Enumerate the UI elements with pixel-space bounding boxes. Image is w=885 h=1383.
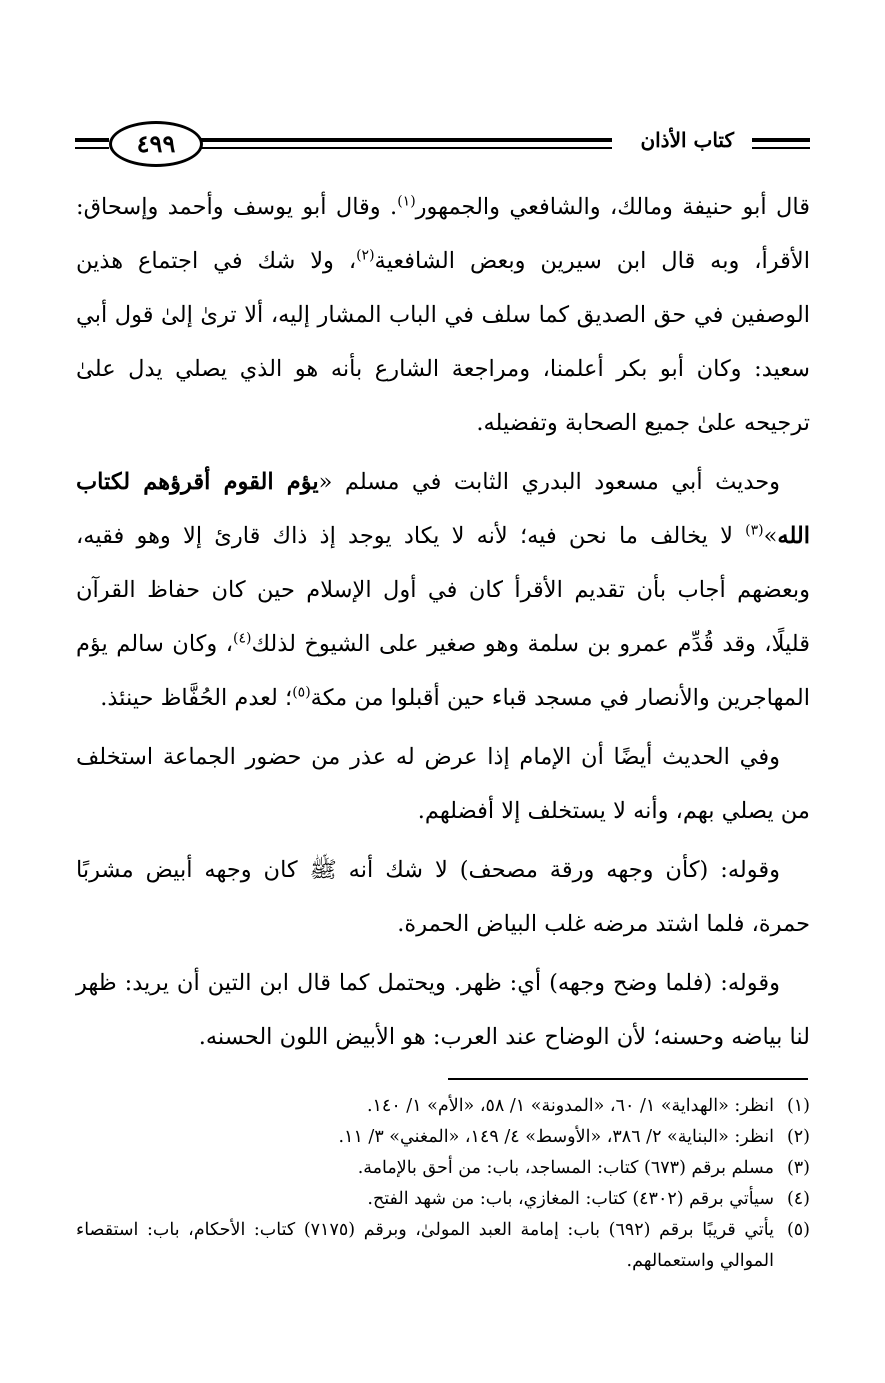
book-title: كتاب الأذان: [640, 128, 734, 152]
footnote-ref-1: (١): [397, 193, 416, 210]
paragraph-1-text-b: . وقال أبو يوسف وأحمد وإسحاق: الأقرأ، وبه قال ابن سيرين وبعض الشافعية: [76, 194, 810, 274]
footnote-text: يأتي قريبًا برقم (٦٩٢) باب: إمامة العبد المولىٰ، وبرقم (٧١٧٥) كتاب: الأحكام، باب: استقصاء الموالي واستعمالهم.: [76, 1220, 774, 1271]
header-rule-left-bottom: [75, 147, 109, 149]
paragraph-2-text-d: ، وكان سالم يؤم المهاجرين والأنصار في مسجد قباء حين أقبلوا من مكة: [76, 631, 810, 711]
page-number: ٤٩٩: [109, 121, 203, 167]
footnote-text: سيأتي برقم (٤٣٠٢) كتاب: المغازي، باب: من شهد الفتح.: [367, 1189, 774, 1209]
footnote-text: انظر: «البناية» ٢/ ٣٨٦، «الأوسط» ٤/ ١٤٩، «المغني» ٣/ ١١.: [338, 1127, 774, 1147]
header-rule-middle-top: [200, 138, 612, 142]
footnote-item: [76, 1153, 810, 1184]
header-rule-left-top: [75, 138, 109, 142]
main-text: [76, 180, 810, 1069]
paragraph-3: وفي الحديث أيضًا أن الإمام إذا عرض له عذر من حضور الجماعة استخلف من يصلي بهم، وأنه لا يستخلف إلا أفضلهم.: [76, 744, 810, 824]
header-rule-right-bottom: [752, 147, 810, 149]
footnote-item: [76, 1122, 810, 1153]
footnote-ref-3: (٣): [745, 522, 764, 539]
footnote-number: (١): [786, 1096, 810, 1116]
footnote-number: (٤): [786, 1189, 810, 1209]
footnote-ref-5: (٥): [292, 684, 311, 701]
paragraph-2-text-b: »: [763, 523, 778, 549]
paragraph-2-text-a: وحديث أبي مسعود البدري الثابت في مسلم «: [318, 469, 781, 495]
footnote-number: (٥): [786, 1220, 810, 1240]
paragraph-2: [76, 455, 810, 725]
paragraph-1-text-a: قال أبو حنيفة ومالك، والشافعي والجمهور: [415, 194, 810, 220]
hadith-quote: يؤم القوم أقرؤهم لكتاب الله: [76, 469, 810, 549]
footnote-number: (٣): [786, 1158, 810, 1178]
footnote-ref-2: (٢): [356, 247, 375, 264]
header-rule-right-top: [752, 138, 810, 142]
footnote-item: [76, 1184, 810, 1215]
paragraph-2-text-c: لا يخالف ما نحن فيه؛ لأنه لا يكاد يوجد إذ ذاك قارئ إلا وهو فقيه، وبعضهم أجاب بأن تقديم الأقرأ كان في أول الإسلام حين كان حفاظ القرآن قليلًا، وقد قُدِّم عمرو بن سلمة وهو صغير على الشيوخ لذلك: [76, 523, 810, 657]
footnote-separator: [448, 1078, 808, 1080]
paragraph-2-text-e: ؛ لعدم الحُفَّاظ حينئذ.: [100, 685, 293, 711]
paragraph-1: [76, 180, 810, 450]
footnote-item: [76, 1215, 810, 1277]
footnote-item: [76, 1091, 810, 1122]
paragraph-1-text-c: ، ولا شك في اجتماع هذين الوصفين في حق الصديق كما سلف في الباب المشار إليه، ألا ترىٰ إلىٰ قول أبي سعيد: وكان أبو بكر أعلمنا، ومراجعة الشارع بأنه هو الذي يصلي يدل علىٰ ترجيحه علىٰ جميع الصحابة وتفضيله.: [76, 248, 810, 436]
footnote-number: (٢): [786, 1127, 810, 1147]
paragraph-4: وقوله: (كأن وجهه ورقة مصحف) لا شك أنه ﷺ كان وجهه أبيض مشربًا حمرة، فلما اشتد مرضه غلب البياض الحمرة.: [76, 857, 810, 937]
footnotes: [76, 1091, 810, 1277]
footnote-text: انظر: «الهداية» ١/ ٦٠، «المدونة» ١/ ٥٨، «الأم» ١/ ١٤٠.: [366, 1096, 774, 1116]
paragraph-5: وقوله: (فلما وضح وجهه) أي: ظهر. ويحتمل كما قال ابن التين أن يريد: ظهر لنا بياضه وحسنه؛ لأن الوضاح عند العرب: هو الأبيض اللون الحسنه.: [76, 970, 810, 1050]
footnote-text: مسلم برقم (٦٧٣) كتاب: المساجد، باب: من أحق بالإمامة.: [357, 1158, 774, 1178]
footnote-ref-4: (٤): [232, 630, 252, 647]
page-header: [75, 118, 810, 170]
header-rule-middle-bottom: [200, 147, 612, 149]
